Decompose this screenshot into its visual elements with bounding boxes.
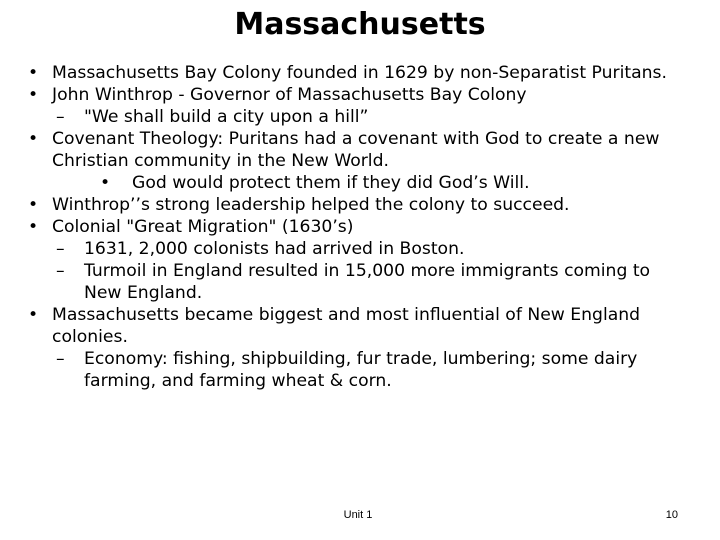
bullet-list (28, 62, 692, 392)
bullet-item (28, 62, 692, 84)
bullet-text: Economy: fishing, shipbuilding, fur trade, lumbering; some dairy farming, and farming wheat & corn. (84, 349, 638, 391)
bullet-text: Colonial "Great Migration" (1630’s) (52, 217, 354, 237)
bullet-marker: • (28, 63, 39, 83)
bullet-text: John Winthrop - Governor of Massachusetts Bay Colony (52, 85, 527, 105)
sub-bullet-item (28, 106, 692, 128)
bullet-item (28, 304, 692, 348)
bullet-item (28, 128, 692, 172)
bullet-text: "We shall build a city upon a hill” (84, 107, 369, 127)
bullet-text: God would protect them if they did God’s Will. (132, 173, 530, 193)
bullet-item (28, 216, 692, 238)
bullet-text: Turmoil in England resulted in 15,000 more immigrants coming to New England. (84, 261, 651, 303)
bullet-text: 1631, 2,000 colonists had arrived in Boston. (84, 239, 465, 259)
dash-marker: – (56, 349, 65, 369)
bullet-marker: • (28, 129, 39, 149)
dash-marker: – (56, 239, 65, 259)
dash-marker: – (56, 261, 65, 281)
sub-bullet-item (28, 348, 692, 392)
page-number: 10 (665, 509, 678, 521)
bullet-text: Massachusetts became biggest and most influential of New England colonies. (52, 305, 641, 347)
bullet-marker: • (28, 217, 39, 237)
sub-bullet-item (28, 238, 692, 260)
bullet-item (28, 84, 692, 106)
footer-text: Unit 1 (343, 509, 373, 521)
bullet-text: Winthrop’’s strong leadership helped the colony to succeed. (52, 195, 570, 215)
dash-marker: – (56, 107, 65, 127)
bullet-item (28, 194, 692, 216)
bullet-text: Covenant Theology: Puritans had a covenant with God to create a new Christian community in the New World. (52, 129, 660, 171)
bullet-marker: • (28, 305, 39, 325)
bullet-marker: • (28, 195, 39, 215)
slide-title: Massachusetts (234, 7, 486, 42)
sub-bullet-item (28, 260, 692, 304)
bullet-marker: • (100, 173, 111, 193)
bullet-text: Massachusetts Bay Colony founded in 1629 by non-Separatist Puritans. (52, 63, 667, 83)
sub-sub-bullet-item (28, 172, 692, 194)
bullet-marker: • (28, 85, 39, 105)
